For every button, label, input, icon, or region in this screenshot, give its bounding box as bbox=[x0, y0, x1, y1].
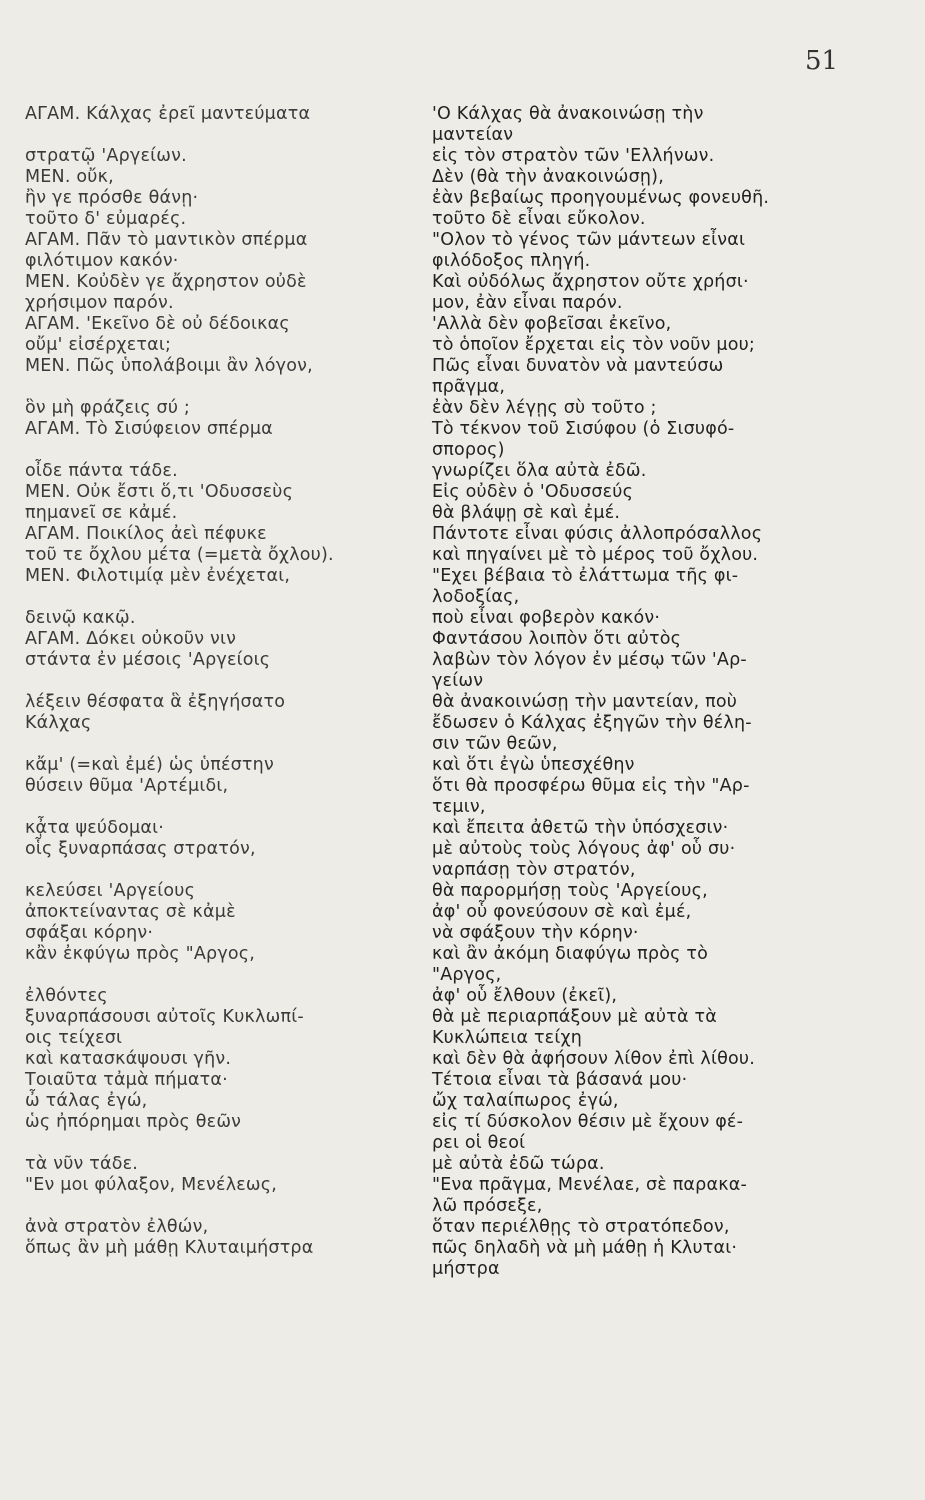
source-text-line: ΑΓΑΜ. Τὸ Σισύφειον σπέρμα bbox=[25, 419, 273, 439]
translation-text-line: θὰ μὲ περιαρπάξουν μὲ αὐτὰ τὰ bbox=[432, 1007, 717, 1027]
translation-text-line: σιν τῶν θεῶν, bbox=[432, 734, 558, 754]
source-text-line: οἷς ξυναρπάσας στρατόν, bbox=[25, 839, 256, 859]
translation-text-line: Κυκλώπεια τείχη bbox=[432, 1028, 583, 1048]
source-text-line: Κάλχας bbox=[25, 713, 92, 733]
translation-text-line: "Εχει βέβαια τὸ ἐλάττωμα τῆς φι- bbox=[432, 566, 739, 586]
translation-text-line: γείων bbox=[432, 671, 484, 691]
translation-text-line: φιλόδοξος πληγή. bbox=[432, 251, 591, 271]
translation-text-line: ὅτι θὰ προσφέρω θῦμα εἰς τὴν "Αρ- bbox=[432, 776, 750, 796]
translation-text-line: σπορος) bbox=[432, 440, 505, 460]
translation-text-line: Φαντάσου λοιπὸν ὅτι αὐτὸς bbox=[432, 629, 682, 649]
source-text-line bbox=[25, 860, 420, 881]
translation-text-line: ἐὰν δὲν λέγῃς σὺ τοῦτο ; bbox=[432, 398, 657, 418]
source-text-line: δεινῷ κακῷ. bbox=[25, 608, 136, 628]
translation-text-line: "Ενα πρᾶγμα, Μενέλαε, σὲ παρακα- bbox=[432, 1175, 747, 1195]
source-text-line: τοῦτο δ' εὐμαρές. bbox=[25, 209, 187, 229]
modern-greek-translation-column bbox=[432, 104, 902, 1280]
source-text-line: ὅπως ἂν μὴ μάθῃ Κλυταιμήστρα bbox=[25, 1238, 314, 1258]
source-text-line: οὔμ' εἰσέρχεται; bbox=[25, 335, 172, 355]
translation-text-line: ὤχ ταλαίπωρος ἐγώ, bbox=[432, 1091, 619, 1111]
translation-text-line: ἐὰν βεβαίως προηγουμένως φονευθῆ. bbox=[432, 188, 770, 208]
source-text-line: ξυναρπάσουσι αὐτοῖς Κυκλωπί- bbox=[25, 1007, 304, 1027]
translation-text-line: τοῦτο δὲ εἶναι εὔκολον. bbox=[432, 209, 646, 229]
translation-text-line: ρει οἱ θεοί bbox=[432, 1133, 526, 1153]
translation-text-line: καὶ ὅτι ἐγὼ ὑπεσχέθην bbox=[432, 755, 635, 775]
translation-text-line: Δὲν (θὰ τὴν ἀνακοινώσῃ), bbox=[432, 167, 664, 187]
source-text-line: ΑΓΑΜ. Ποικίλος ἀεὶ πέφυκε bbox=[25, 524, 267, 544]
source-text-line bbox=[25, 965, 420, 986]
source-text-line: τοῦ τε ὄχλου μέτα (=μετὰ ὄχλου). bbox=[25, 545, 334, 565]
source-text-line: οις τείχεσι bbox=[25, 1028, 123, 1048]
source-text-line: ΜΕΝ. οὔκ, bbox=[25, 167, 114, 187]
translation-text-line: μον, ἐὰν εἶναι παρόν. bbox=[432, 293, 623, 313]
translation-text-line: μαντείαν bbox=[432, 125, 514, 145]
source-text-line: στρατῷ 'Αργείων. bbox=[25, 146, 187, 166]
source-text-line bbox=[25, 1196, 420, 1217]
source-text-line bbox=[25, 125, 420, 146]
source-text-line: κελεύσει 'Αργείους bbox=[25, 881, 196, 901]
translation-text-line: 'Αλλὰ δὲν φοβεῖσαι ἐκεῖνο, bbox=[432, 314, 672, 334]
source-text-line: ἢν γε πρόσθε θάνῃ· bbox=[25, 188, 199, 208]
translation-text-line: τεμιν, bbox=[432, 797, 486, 817]
page-number: 51 bbox=[805, 46, 839, 76]
translation-text-line: "Ολον τὸ γένος τῶν μάντεων εἶναι bbox=[432, 230, 746, 250]
source-text-line bbox=[25, 671, 420, 692]
source-text-line: ΑΓΑΜ. Πᾶν τὸ μαντικὸν σπέρμα bbox=[25, 230, 308, 250]
source-text-line: ὦ τάλας ἐγώ, bbox=[25, 1091, 148, 1111]
translation-text-line: Πῶς εἶναι δυνατὸν νὰ μαντεύσω bbox=[432, 356, 724, 376]
translation-text-line: ἀφ' οὗ ἔλθουν (ἐκεῖ), bbox=[432, 986, 618, 1006]
source-text-line: καὶ κατασκάψουσι γῆν. bbox=[25, 1049, 232, 1069]
source-text-line bbox=[25, 797, 420, 818]
translation-text-line: ὅταν περιέλθῃς τὸ στρατόπεδον, bbox=[432, 1217, 730, 1237]
source-text-line: ΜΕΝ. Κοὐδὲν γε ἄχρηστον οὐδὲ bbox=[25, 272, 307, 292]
translation-text-line: 'Ο Κάλχας θὰ ἀνακοινώσῃ τὴν bbox=[432, 104, 704, 124]
translation-text-line: Εἰς οὐδὲν ὁ 'Οδυσσεύς bbox=[432, 482, 634, 502]
source-text-line: οἶδε πάντα τάδε. bbox=[25, 461, 178, 481]
source-text-line: κἂν ἐκφύγω πρὸς "Αργος, bbox=[25, 944, 256, 964]
translation-text-line: θὰ παρορμήσῃ τοὺς 'Αργείους, bbox=[432, 881, 708, 901]
translation-text-line: λαβὼν τὸν λόγον ἐν μέσῳ τῶν 'Αρ- bbox=[432, 650, 747, 670]
source-text-line: ἀνὰ στρατὸν ἐλθών, bbox=[25, 1217, 209, 1237]
source-text-line: Τοιαῦτα τἀμὰ πήματα· bbox=[25, 1070, 228, 1090]
translation-text-line: καὶ πηγαίνει μὲ τὸ μέρος τοῦ ὄχλου. bbox=[432, 545, 759, 565]
source-text-line: "Εν μοι φύλαξον, Μενέλεως, bbox=[25, 1175, 277, 1195]
translation-text-line: ναρπάσῃ τὸν στρατόν, bbox=[432, 860, 636, 880]
translation-text-line: εἰς τί δύσκολον θέσιν μὲ ἔχουν φέ- bbox=[432, 1112, 744, 1132]
source-text-line: ΑΓΑΜ. Κάλχας ἐρεῖ μαντεύματα bbox=[25, 104, 311, 124]
source-text-line: ΜΕΝ. Πῶς ὑπολάβοιμι ἂν λόγον, bbox=[25, 356, 313, 376]
translation-text-line: θὰ ἀνακοινώσῃ τὴν μαντείαν, ποὺ bbox=[432, 692, 738, 712]
source-text-line: ὃν μὴ φράζεις σύ ; bbox=[25, 398, 191, 418]
ancient-greek-column bbox=[25, 104, 420, 1259]
translation-text-line: μήστρα bbox=[432, 1259, 500, 1279]
source-text-line bbox=[25, 587, 420, 608]
translation-text-line: μὲ αὐτὰ ἐδῶ τώρα. bbox=[432, 1154, 605, 1174]
translation-text-line: πῶς δηλαδὴ νὰ μὴ μάθῃ ἡ Κλυται· bbox=[432, 1238, 738, 1258]
source-text-line bbox=[25, 1133, 420, 1154]
source-text-line: στάντα ἐν μέσοις 'Αργείοις bbox=[25, 650, 271, 670]
translation-text-line: μὲ αὐτοὺς τοὺς λόγους ἀφ' οὗ συ· bbox=[432, 839, 736, 859]
translation-text-line: εἰς τὸν στρατὸν τῶν 'Ελλήνων. bbox=[432, 146, 715, 166]
source-text-line: τὰ νῦν τάδε. bbox=[25, 1154, 139, 1174]
source-text-line: ΜΕΝ. Οὐκ ἔστι ὅ,τι 'Οδυσσεὺς bbox=[25, 482, 294, 502]
source-text-line: ΑΓΑΜ. 'Εκεῖνο δὲ οὐ δέδοικας bbox=[25, 314, 290, 334]
translation-text-line: νὰ σφάξουν τὴν κόρην· bbox=[432, 923, 639, 943]
source-text-line: ΜΕΝ. Φιλοτιμίᾳ μὲν ἐνέχεται, bbox=[25, 566, 291, 586]
source-text-line: ὡς ἠπόρημαι πρὸς θεῶν bbox=[25, 1112, 242, 1132]
translation-text-line: τὸ ὁποῖον ἔρχεται εἰς τὸν νοῦν μου; bbox=[432, 335, 756, 355]
translation-text-line: Τὸ τέκνον τοῦ Σισύφου (ὁ Σισυφό- bbox=[432, 419, 735, 439]
source-text-line: φιλότιμον κακόν· bbox=[25, 251, 179, 271]
translation-text-line: ποὺ εἶναι φοβερὸν κακόν· bbox=[432, 608, 661, 628]
source-text-line: κἄμ' (=καὶ ἐμέ) ὡς ὑπέστην bbox=[25, 755, 274, 775]
source-text-line bbox=[25, 377, 420, 398]
translation-text-line: Τέτοια εἶναι τὰ βάσανά μου· bbox=[432, 1070, 688, 1090]
translation-text-line: ἔδωσεν ὁ Κάλχας ἐξηγῶν τὴν θέλη- bbox=[432, 713, 752, 733]
source-text-line: ἀποκτείναντας σὲ κἀμὲ bbox=[25, 902, 236, 922]
source-text-line: πημανεῖ σε κἀμέ. bbox=[25, 503, 178, 523]
source-text-line: χρήσιμον παρόν. bbox=[25, 293, 174, 313]
translation-text-line: πρᾶγμα, bbox=[432, 377, 506, 397]
source-text-line: ΑΓΑΜ. Δόκει οὐκοῦν νιν bbox=[25, 629, 237, 649]
translation-text-line: λοδοξίας, bbox=[432, 587, 520, 607]
translation-text-line: θὰ βλάψῃ σὲ καὶ ἐμέ. bbox=[432, 503, 621, 523]
source-text-line bbox=[25, 734, 420, 755]
translation-text-line: ἀφ' οὗ φονεύσουν σὲ καὶ ἐμέ, bbox=[432, 902, 692, 922]
translation-text-line: γνωρίζει ὅλα αὐτὰ ἐδῶ. bbox=[432, 461, 647, 481]
source-text-line: κᾆτα ψεύδομαι· bbox=[25, 818, 164, 838]
translation-text-line: καὶ ἂν ἀκόμη διαφύγω πρὸς τὸ bbox=[432, 944, 708, 964]
source-text-line: λέξειν θέσφατα ἃ ἐξηγήσατο bbox=[25, 692, 286, 712]
translation-text-line: καὶ ἔπειτα ἀθετῶ τὴν ὑπόσχεσιν· bbox=[432, 818, 729, 838]
source-text-line bbox=[25, 440, 420, 461]
source-text-line: ἐλθόντες bbox=[25, 986, 108, 1006]
translation-text-line: "Αργος, bbox=[432, 965, 502, 985]
translation-text-line: καὶ δὲν θὰ ἀφήσουν λίθον ἐπὶ λίθου. bbox=[432, 1049, 755, 1069]
translation-text-line: Πάντοτε εἶναι φύσις ἀλλοπρόσαλλος bbox=[432, 524, 763, 544]
source-text-line: θύσειν θῦμα 'Αρτέμιδι, bbox=[25, 776, 229, 796]
source-text-line: σφάξαι κόρην· bbox=[25, 923, 154, 943]
translation-text-line: λῶ πρόσεξε, bbox=[432, 1196, 543, 1216]
translation-text-line: Καὶ οὐδόλως ἄχρηστον οὔτε χρήσι· bbox=[432, 272, 749, 292]
